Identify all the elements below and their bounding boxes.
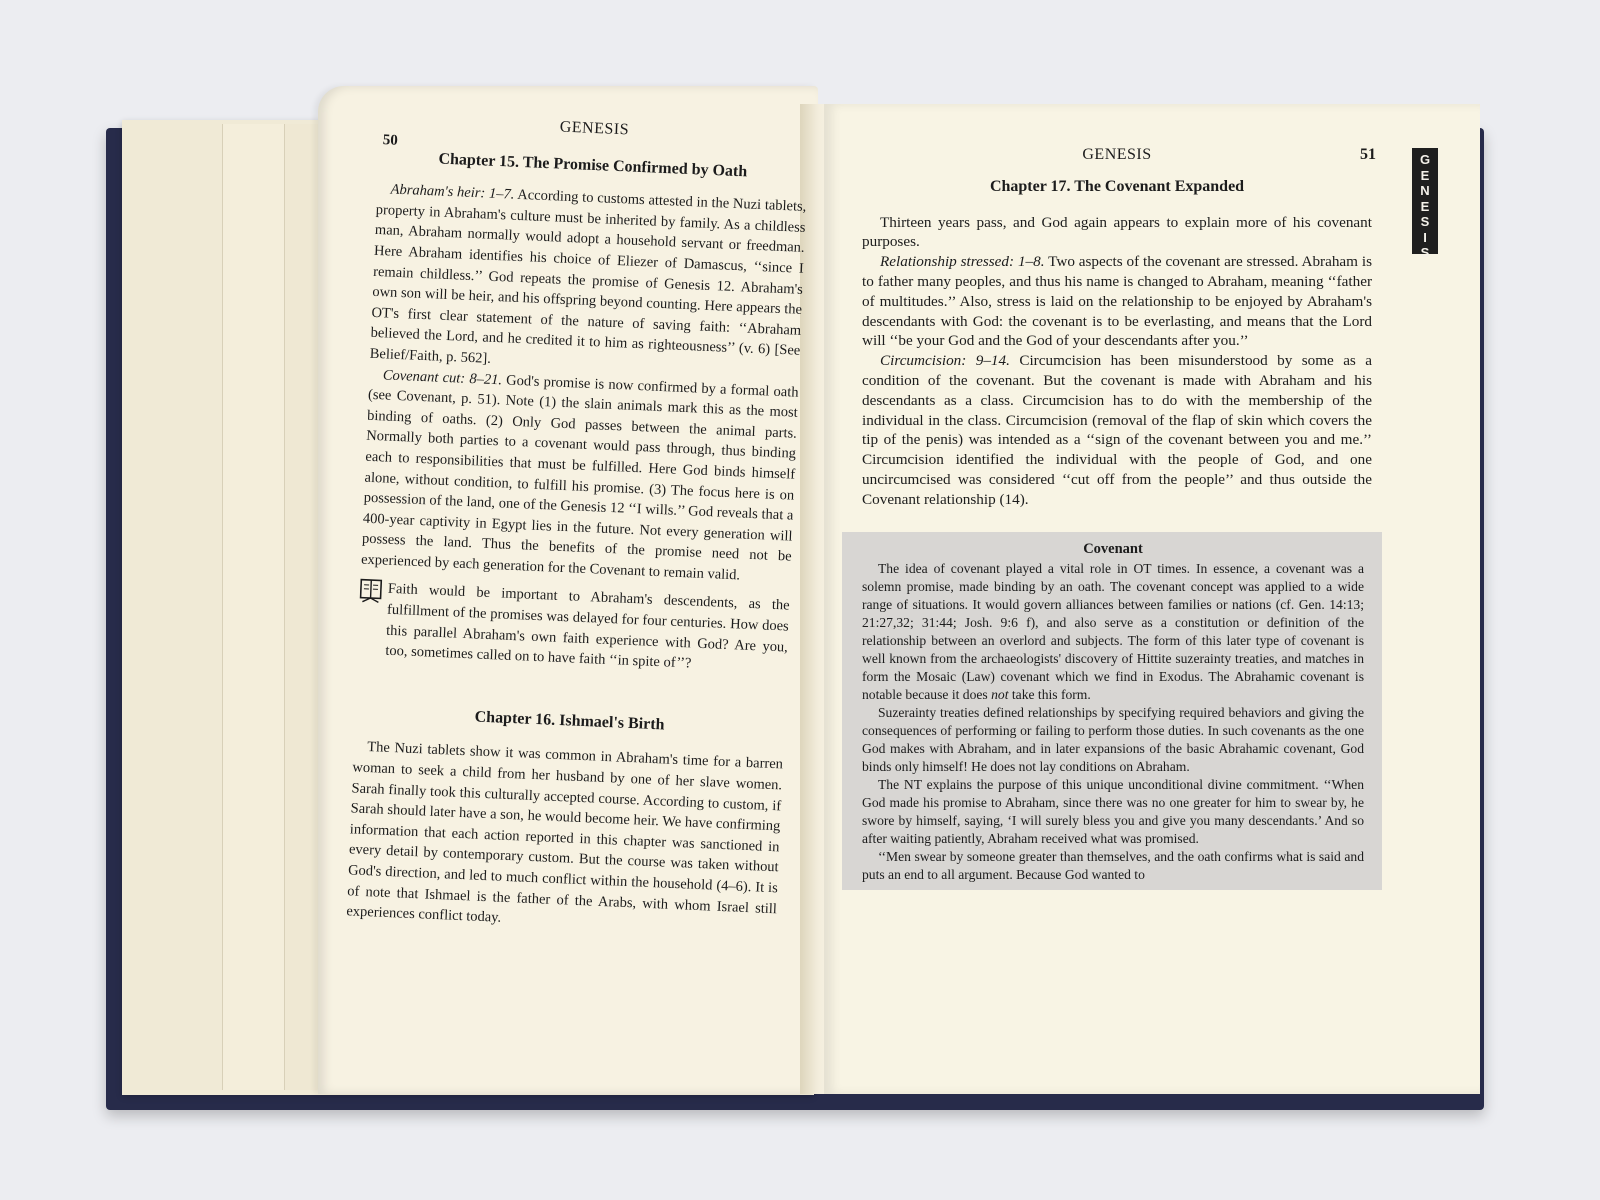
sidebar-text: The idea of covenant played a vital role in OT times. In essence, a covenant was a solemn promise, made binding by an oath. The covenant concept was applied to a wide range of situations. It would govern alliances between families or nations (cf. Gen. 14:13; 21:27,32; 31:44; Josh. 9:6 f), and also serve as a constitution or definition of the relationship between an overlord and subjects. The form of this later type of covenant is well known from the archaeologists' discovery of Hittite suzerainty treaties, and matches in form the Mosaic (Law) covenant which we find in Exodus. The Abrahamic covenant is notable because it does [862, 560, 1364, 702]
paragraph-text: Circumcision has been misunderstood by some as a condition of the covenant. But the covenant is made with Abraham and his descendants as a class. Circumcision has to do with the membership of the individual in the class. Circumcision (removal of the flap of skin which covers the tip of the penis) was intended as a ‘‘sign of the covenant between you and me.’’ Circumcision identified the individual with the people of God, and one uncircumcised was considered ‘‘cut off from the people’’ and thus outside the Covenant relationship (14). [862, 352, 1372, 508]
tab-letter: N [1420, 183, 1430, 198]
chapter-17-paragraph [862, 351, 1372, 509]
page-number: 51 [1360, 146, 1376, 163]
tab-letter: S [1420, 214, 1430, 229]
paragraph-text: God's promise is now confirmed by a formal oath (see Covenant, p. 51). Note (1) the slain animals mark this as the most binding of oaths. (2) Only God passes between the animal parts. Normally both parties to a covenant would pass through, thus binding each to responsibilities that must be fulfilled. Here God binds himself alone, without condition, to fulfill his promise. (3) The focus here is on possession of the land, one of the Genesis 12 ‘‘I wills.’’ God reveals that a 400-year captivity in Egypt lies in the future. Not every generation will possess the land. Thus the benefits of the promise need not be experienced by each generation for the Covenant to remain valid. [360, 371, 799, 584]
running-head: GENESIS [1082, 146, 1152, 163]
paragraph-lede: Circumcision: 9–14. [880, 352, 1010, 370]
sidebar-paragraph: The NT explains the purpose of this unique unconditional divine commitment. ‘‘When God made his promise to Abraham, since there was no one greater for him to swear by, he swore by himself, saying, ‘I will surely bless you and give you many descendants.’ And so after waiting patiently, Abraham received what was promised. [862, 776, 1364, 846]
chapter-17-intro: Thirteen years pass, and God again appears to explain more of his covenant purposes. [862, 213, 1372, 251]
sidebar-paragraph: Suzerainty treaties defined relationships by specifying required behaviors and giving the consequences of performing or failing to perform those duties. In such covenants as the one God makes with Abraham, and in later expansions of the basic Abrahamic covenant, God binds only himself! He does not lay conditions on Abraham. [862, 704, 1364, 774]
chapter-15-heading: Chapter 15. The Promise Confirmed by Oath [438, 150, 748, 181]
paragraph-text: According to customs attested in the Nuzi tablets, property in Abraham's culture must be inherited by family. As a childless man, Abraham normally would adopt a household servant or freedman. Here Abraham identifies his choice of Eliezer of Damascus, ‘‘since I remain childless.’’ God repeats the promise of Genesis 12. Abraham's own son will be heir, and his offspring beyond counting. Here appears the OT's first clear statement of the nature of saving faith: ‘‘Abraham believed the Lord, and he credited it to him as righteousness’’ (v. 6) [See Belief/Faith, p. 562]. [369, 186, 807, 367]
chapter-16-heading: Chapter 16. Ishmael's Birth [474, 708, 665, 734]
sidebar-emphasis: not [991, 686, 1009, 702]
chapter-17-paragraph [862, 252, 1372, 351]
sidebar-title: Covenant [1083, 540, 1143, 557]
running-head: GENESIS [559, 118, 630, 139]
sidebar-paragraph [862, 560, 1364, 704]
tab-letter: E [1420, 167, 1430, 183]
chapter-17-heading: Chapter 17. The Covenant Expanded [989, 177, 1245, 195]
question-text: Faith would be important to Abraham's descendents, as the fulfillment of the promises was delayed for four centuries. How does this parallel Abraham's own faith experience with God? Are you, too, sometimes called on to have faith ‘‘in spite of’’? [385, 581, 790, 672]
paragraph-lede: Abraham's heir: 1–7. [390, 181, 515, 203]
paragraph-text: Two aspects of the covenant are stressed. Abraham is to father many peoples, and thus his name is changed to Abraham, meaning ‘‘father of multitudes.’’ Also, stress is laid on the relationship to be enjoyed by Abraham's descendants with God: the covenant is to be everlasting, and means that the Lord will ‘‘be your God and the God of your descendants after you.’’ [862, 253, 1372, 350]
tab-letter: E [1420, 198, 1430, 214]
tab-letter: S [1420, 245, 1430, 260]
reflection-question [357, 578, 790, 678]
covenant-sidebar [842, 532, 1382, 890]
page-number: 50 [382, 132, 399, 149]
chapter-16-paragraph: The Nuzi tablets show it was common in Abraham's time for a barren woman to seek a child from her husband by one of her slave women. Sarah finally took this culturally accepted course. According to custom, if Sarah should later have a son, he would become heir. We have confirming information that each action reported in this chapter was sanctioned in every detail by contemporary custom. But the course was taken without God's direction, and led to much conflict within the household (4–6). It is of note that Ishmael is the father of the Arabs, with whom Israel still experiences conflict today. [346, 739, 784, 926]
open-book-icon [359, 578, 382, 605]
chapter-15-paragraph [361, 364, 799, 588]
tab-letter: I [1423, 229, 1427, 245]
sidebar-paragraph: ‘‘Men swear by someone greater than themselves, and the oath confirms what is said and puts an end to all argument. Because God wanted to [862, 848, 1364, 882]
paragraph-lede: Relationship stressed: 1–8. [880, 253, 1045, 271]
right-page-content [862, 145, 1372, 890]
chapter-15-paragraph [369, 179, 806, 382]
paragraph-lede: Covenant cut: 8–21. [382, 366, 503, 388]
sidebar-text: take this form. [1008, 686, 1091, 702]
genesis-thumb-tab [1412, 148, 1438, 260]
tab-letter: G [1419, 152, 1431, 167]
left-page-content [346, 110, 810, 940]
